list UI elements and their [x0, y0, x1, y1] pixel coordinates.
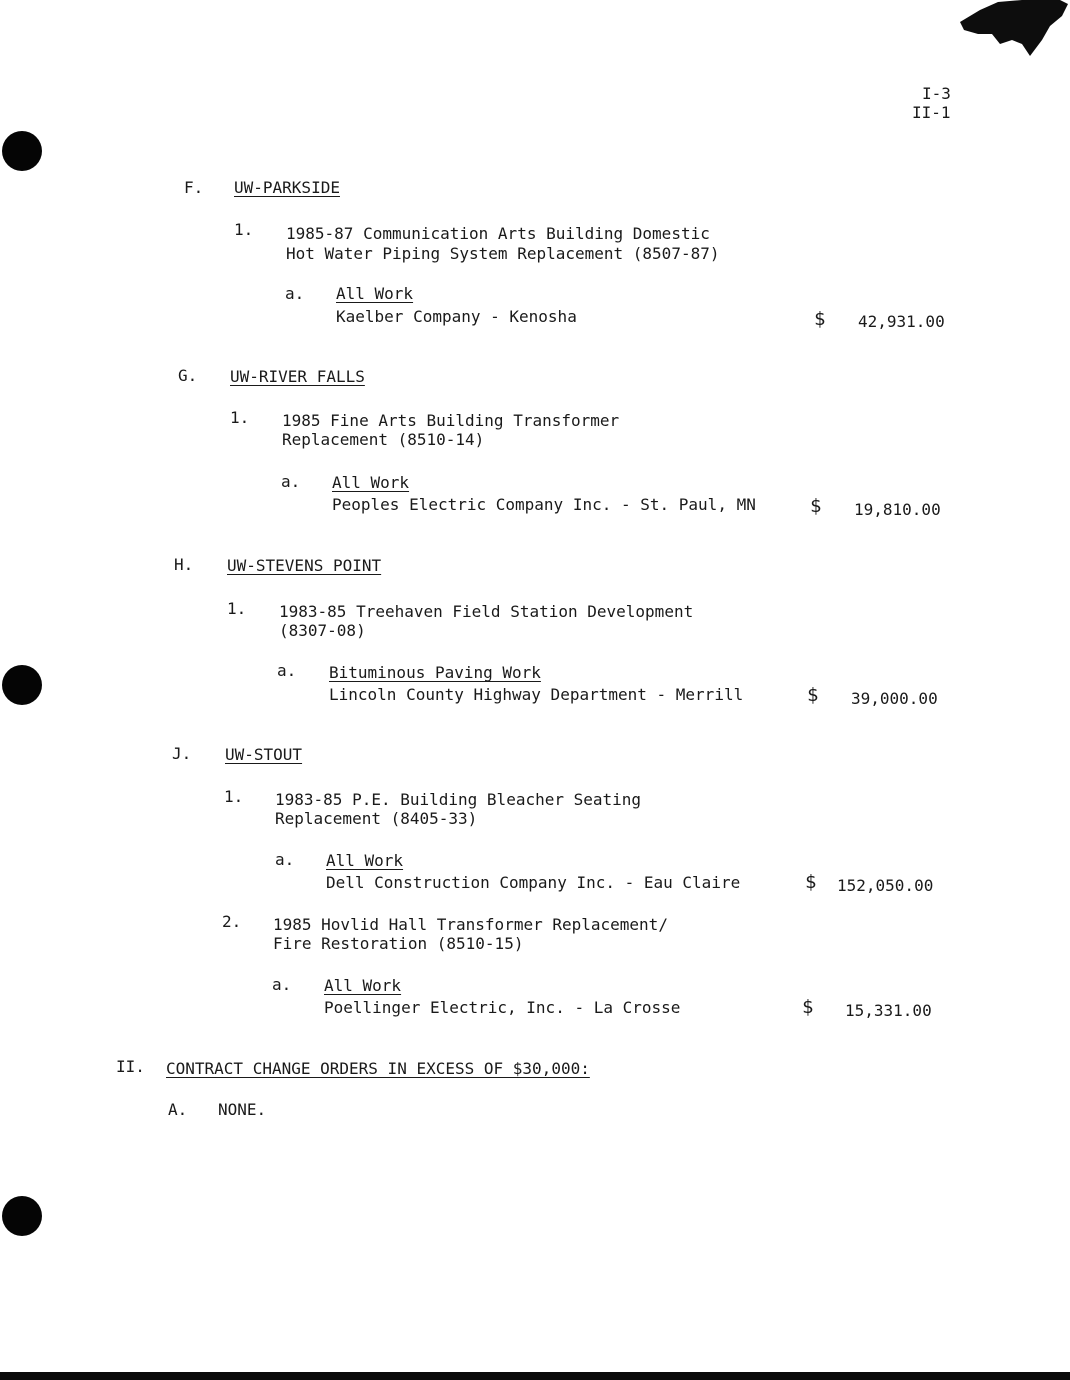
contractor: Dell Construction Company Inc. - Eau Claire — [326, 873, 741, 892]
item-description-line: 1985 Fine Arts Building Transformer — [282, 411, 620, 430]
punch-hole-top — [2, 131, 42, 171]
amount: 39,000.00 — [851, 689, 938, 708]
item-number: 1. — [224, 787, 244, 806]
part-item-text: NONE. — [218, 1100, 267, 1119]
item-number: 2. — [222, 912, 242, 931]
contractor: Peoples Electric Company Inc. - St. Paul, MN — [332, 495, 756, 514]
work-type: All Work — [326, 851, 404, 870]
page-number-primary: I-3 — [922, 84, 951, 103]
punch-hole-bottom — [2, 1196, 42, 1236]
amount: 42,931.00 — [858, 312, 945, 331]
subitem-letter: a. — [275, 850, 295, 869]
amount: 152,050.00 — [837, 876, 934, 895]
subitem-letter: a. — [272, 975, 292, 994]
subitem-letter: a. — [281, 472, 301, 491]
page-number-secondary: II-1 — [912, 103, 951, 122]
subitem-letter: a. — [277, 661, 297, 680]
section-title: UW-STOUT — [225, 745, 303, 764]
section-title: UW-PARKSIDE — [234, 178, 340, 197]
item-description-line: Fire Restoration (8510-15) — [273, 934, 524, 953]
ink-blot — [950, 0, 1070, 60]
currency-symbol: $ — [814, 308, 826, 330]
item-description-line: 1983-85 P.E. Building Bleacher Seating — [275, 790, 642, 809]
amount: 19,810.00 — [854, 500, 941, 519]
item-description-line: Replacement (8405-33) — [275, 809, 478, 828]
amount: 15,331.00 — [845, 1001, 932, 1020]
item-description-line: (8307-08) — [279, 621, 366, 640]
contractor: Lincoln County Highway Department - Merrill — [329, 685, 744, 704]
currency-symbol: $ — [807, 684, 819, 706]
part-numeral: II. — [116, 1057, 145, 1076]
item-number: 1. — [230, 408, 250, 427]
item-description-line: 1985-87 Communication Arts Building Domestic — [286, 224, 710, 243]
currency-symbol: $ — [810, 495, 822, 517]
contractor: Kaelber Company - Kenosha — [336, 307, 577, 326]
work-type: All Work — [324, 976, 402, 995]
section-title: UW-STEVENS POINT — [227, 556, 382, 575]
section-letter: H. — [174, 555, 194, 574]
work-type: Bituminous Paving Work — [329, 663, 541, 682]
item-description-line: 1983-85 Treehaven Field Station Development — [279, 602, 694, 621]
currency-symbol: $ — [802, 996, 814, 1018]
work-type: All Work — [336, 284, 414, 303]
item-number: 1. — [234, 220, 254, 239]
part-title: CONTRACT CHANGE ORDERS IN EXCESS OF $30,000: — [166, 1059, 590, 1078]
punch-hole-middle — [2, 665, 42, 705]
item-description-line: Hot Water Piping System Replacement (8507-87) — [286, 244, 720, 263]
section-letter: J. — [172, 744, 192, 763]
currency-symbol: $ — [805, 871, 817, 893]
section-letter: F. — [184, 178, 204, 197]
work-type: All Work — [332, 473, 410, 492]
subitem-letter: a. — [285, 284, 305, 303]
section-title: UW-RIVER FALLS — [230, 367, 365, 386]
item-description-line: Replacement (8510-14) — [282, 430, 485, 449]
section-letter: G. — [178, 366, 198, 385]
part-item-letter: A. — [168, 1100, 188, 1119]
item-description-line: 1985 Hovlid Hall Transformer Replacement/ — [273, 915, 668, 934]
contractor: Poellinger Electric, Inc. - La Crosse — [324, 998, 681, 1017]
item-number: 1. — [227, 599, 247, 618]
scan-edge — [0, 1372, 1070, 1380]
